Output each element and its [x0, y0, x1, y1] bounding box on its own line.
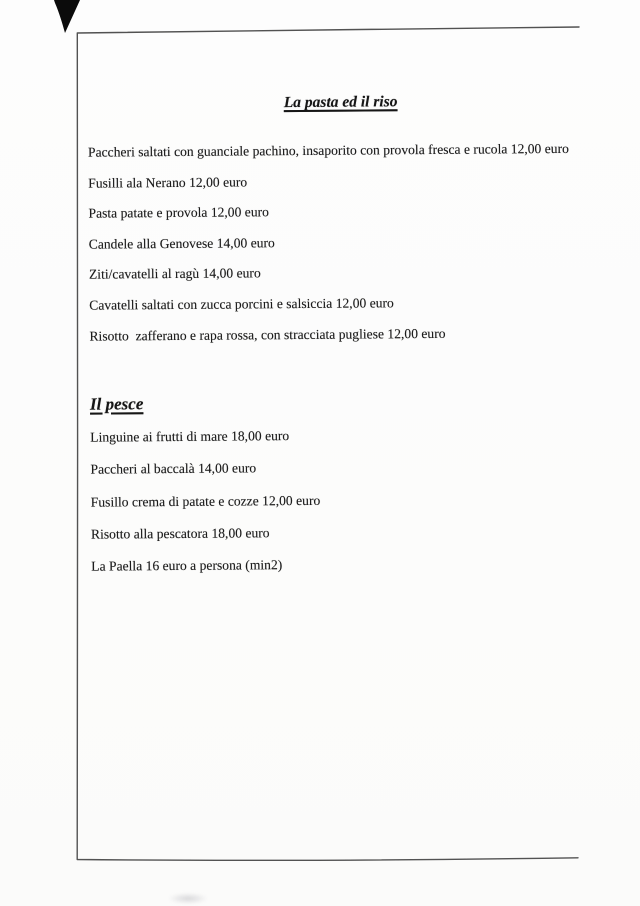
- menu-item: Candele alla Genovese 14,00 euro: [88, 234, 275, 252]
- menu-item: Fusilli ala Nerano 12,00 euro: [88, 174, 248, 191]
- menu-items-list: [88, 134, 576, 352]
- menu-item: Fusillo crema di patate e cozze 12,00 euro: [90, 492, 321, 510]
- section-title: Il pesce: [89, 394, 144, 414]
- section-title: La pasta ed il riso: [283, 93, 398, 112]
- menu-items-list: [90, 418, 577, 583]
- menu-item: Paccheri al baccalà 14,00 euro: [90, 460, 257, 477]
- menu-item: Ziti/cavatelli al ragù 14,00 euro: [88, 265, 261, 283]
- menu-item: Risotto zafferano e rapa rossa, con stracciata pugliese 12,00 euro: [89, 325, 446, 344]
- menu-item: Risotto alla pescatora 18,00 euro: [90, 525, 270, 542]
- menu-item: Linguine ai frutti di mare 18,00 euro: [90, 428, 290, 445]
- menu-section: [90, 389, 577, 583]
- menu-item: La Paella 16 euro a persona (min2): [91, 557, 283, 574]
- menu-section: [88, 91, 576, 352]
- menu-item: Cavatelli saltati con zucca porcini e salsiccia 12,00 euro: [89, 295, 394, 313]
- menu-item: Pasta patate e provola 12,00 euro: [88, 204, 269, 221]
- menu-item: Paccheri saltati con guanciale pachino, insaporito con provola fresca e rucola 12,00 euro: [87, 140, 569, 160]
